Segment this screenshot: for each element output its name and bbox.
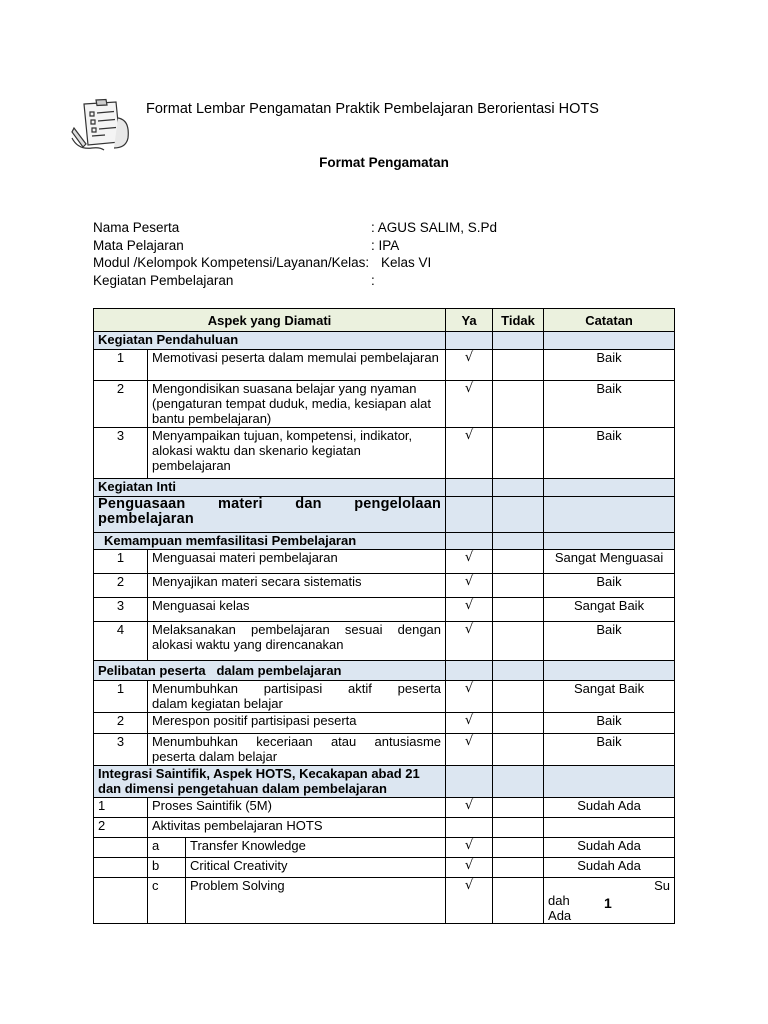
info-label: Modul /Kelompok Kompetensi/Layanan/Kelas:	[93, 255, 370, 270]
row-number: 1	[94, 681, 148, 713]
row-number: 2	[94, 713, 148, 734]
row-number: 2	[94, 818, 148, 838]
info-value: : AGUS SALIM, S.Pd	[371, 220, 498, 235]
cell-tidak	[493, 734, 544, 766]
table-row	[94, 858, 675, 878]
row-text: Aktivitas pembelajaran HOTS	[148, 818, 446, 838]
row-number: 3	[94, 734, 148, 766]
row-text-line1: Melaksanakan pembelajaran sesuai dengan	[152, 622, 442, 637]
table-row	[94, 878, 675, 924]
row-text-line1: Menumbuhkan keceriaan atau antusiasme	[152, 734, 442, 749]
row-text-line2: peserta dalam belajar	[152, 749, 278, 764]
check-ya: √	[446, 350, 493, 381]
info-value: Kelas VI	[381, 255, 432, 270]
check-ya: √	[446, 574, 493, 598]
note-part: Su	[654, 878, 671, 893]
document-title: Format Lembar Pengamatan Praktik Pembelajaran Berorientasi HOTS	[146, 101, 599, 117]
subsection-integrasi: Integrasi Saintifik, Aspek HOTS, Kecakapan abad 21 dan dimensi pengetahuan dalam pembelajaran	[94, 766, 446, 798]
row-number: 4	[94, 622, 148, 661]
cell-empty	[94, 858, 148, 878]
row-text: Transfer Knowledge	[186, 838, 446, 858]
row-text: Critical Creativity	[186, 858, 446, 878]
row-text: Memotivasi peserta dalam memulai pembelajaran	[148, 350, 446, 381]
row-note: Baik	[544, 734, 675, 766]
row-note: Sangat Menguasai	[544, 550, 675, 574]
subsection-penguasaan	[94, 497, 446, 533]
cell-tidak	[493, 428, 544, 479]
row-text: Menguasai materi pembelajaran	[148, 550, 446, 574]
check-ya: √	[446, 838, 493, 858]
row-text: Problem Solving	[186, 878, 446, 924]
cell-tidak	[493, 622, 544, 661]
penguasaan-line1: Penguasaan materi dan pengelolaan	[98, 496, 442, 512]
cell-tidak	[493, 381, 544, 428]
cell-tidak	[493, 550, 544, 574]
table-row	[94, 550, 675, 574]
subsection-pelibatan: Pelibatan peserta dalam pembelajaran	[94, 661, 446, 681]
check-ya: √	[446, 550, 493, 574]
header-catatan: Catatan	[544, 309, 675, 332]
info-value: :	[371, 272, 375, 288]
cell-tidak	[493, 858, 544, 878]
check-ya: √	[446, 622, 493, 661]
info-label: Nama Peserta	[93, 220, 180, 235]
check-ya: √	[446, 428, 493, 479]
header-aspek: Aspek yang Diamati	[94, 309, 446, 332]
check-ya: √	[446, 858, 493, 878]
row-text-line2: alokasi waktu yang direncanakan	[152, 637, 344, 652]
table-row	[94, 798, 675, 818]
table-row	[94, 381, 675, 428]
row-note: Baik	[544, 350, 675, 381]
row-number: 1	[94, 350, 148, 381]
row-note: Baik	[544, 428, 675, 479]
section-row	[94, 661, 675, 681]
section-row	[94, 332, 675, 350]
section-row	[94, 533, 675, 550]
row-note: Baik	[544, 381, 675, 428]
row-text: Menyajikan materi secara sistematis	[148, 574, 446, 598]
cell-tidak	[493, 838, 544, 858]
section-pendahuluan: Kegiatan Pendahuluan	[94, 332, 446, 350]
check-ya: √	[446, 878, 493, 924]
header-tidak: Tidak	[493, 309, 544, 332]
row-number: 3	[94, 428, 148, 479]
row-sub-letter: c	[148, 878, 186, 924]
table-header-row	[94, 309, 675, 332]
table-row	[94, 622, 675, 661]
page-number: 1	[604, 895, 612, 911]
table-row	[94, 713, 675, 734]
clipboard-checklist-icon	[70, 98, 136, 152]
row-text-line1: Menumbuhkan partisipasi aktif peserta	[152, 681, 442, 696]
cell-tidak	[493, 818, 544, 838]
form-subtitle: Format Pengamatan	[319, 155, 449, 170]
row-text	[148, 681, 446, 713]
header-ya: Ya	[446, 309, 493, 332]
row-note: Sudah Ada	[544, 838, 675, 858]
cell-tidak	[493, 713, 544, 734]
info-label: Kegiatan Pembelajaran	[93, 272, 234, 288]
observation-table	[93, 308, 675, 924]
cell-empty	[94, 878, 148, 924]
check-ya: √	[446, 713, 493, 734]
info-label: Mata Pelajaran	[93, 237, 184, 253]
table-row	[94, 681, 675, 713]
row-note	[544, 818, 675, 838]
row-note: Sangat Baik	[544, 598, 675, 622]
row-sub-letter: a	[148, 838, 186, 858]
cell-tidak	[493, 598, 544, 622]
row-note	[544, 878, 675, 924]
section-row	[94, 766, 675, 798]
cell-tidak	[493, 878, 544, 924]
check-ya: √	[446, 798, 493, 818]
penguasaan-line2: pembelajaran	[98, 511, 194, 527]
row-number: 2	[94, 381, 148, 428]
row-note: Baik	[544, 713, 675, 734]
table-row	[94, 574, 675, 598]
row-note: Baik	[544, 622, 675, 661]
row-text: Menguasai kelas	[148, 598, 446, 622]
table-row	[94, 838, 675, 858]
row-text-line2: dalam kegiatan belajar	[152, 696, 283, 711]
row-number: 1	[94, 550, 148, 574]
row-text: Menyampaikan tujuan, kompetensi, indikator, alokasi waktu dan skenario kegiatan pembelajaran	[148, 428, 446, 479]
check-ya: √	[446, 381, 493, 428]
row-note: Sudah Ada	[544, 858, 675, 878]
row-text: Mengondisikan suasana belajar yang nyaman (pengaturan tempat duduk, media, kesiapan alat bantu pembelajaran)	[148, 381, 446, 428]
cell-tidak	[493, 798, 544, 818]
row-number: 1	[94, 798, 148, 818]
row-number: 3	[94, 598, 148, 622]
section-inti: Kegiatan Inti	[94, 479, 446, 497]
cell-tidak	[493, 350, 544, 381]
table-row	[94, 598, 675, 622]
check-ya: √	[446, 734, 493, 766]
row-note: Sangat Baik	[544, 681, 675, 713]
row-text: Merespon positif partisipasi peserta	[148, 713, 446, 734]
row-text: Proses Saintifik (5M)	[148, 798, 446, 818]
note-part: Ada	[548, 908, 572, 923]
note-wrapped	[544, 878, 674, 922]
row-number: 2	[94, 574, 148, 598]
cell-ya	[446, 818, 493, 838]
row-text	[148, 622, 446, 661]
check-ya: √	[446, 681, 493, 713]
row-note: Sudah Ada	[544, 798, 675, 818]
subsection-kemampuan: Kemampuan memfasilitasi Pembelajaran	[94, 533, 446, 550]
note-part: dah	[548, 893, 570, 908]
info-value: : IPA	[371, 237, 400, 253]
cell-empty	[94, 838, 148, 858]
cell-tidak	[493, 574, 544, 598]
row-text	[148, 734, 446, 766]
table-row	[94, 428, 675, 479]
section-row	[94, 497, 675, 533]
cell-tidak	[493, 681, 544, 713]
table-row	[94, 818, 675, 838]
section-row	[94, 479, 675, 497]
row-sub-letter: b	[148, 858, 186, 878]
check-ya: √	[446, 598, 493, 622]
table-row	[94, 350, 675, 381]
table-row	[94, 734, 675, 766]
row-note: Baik	[544, 574, 675, 598]
